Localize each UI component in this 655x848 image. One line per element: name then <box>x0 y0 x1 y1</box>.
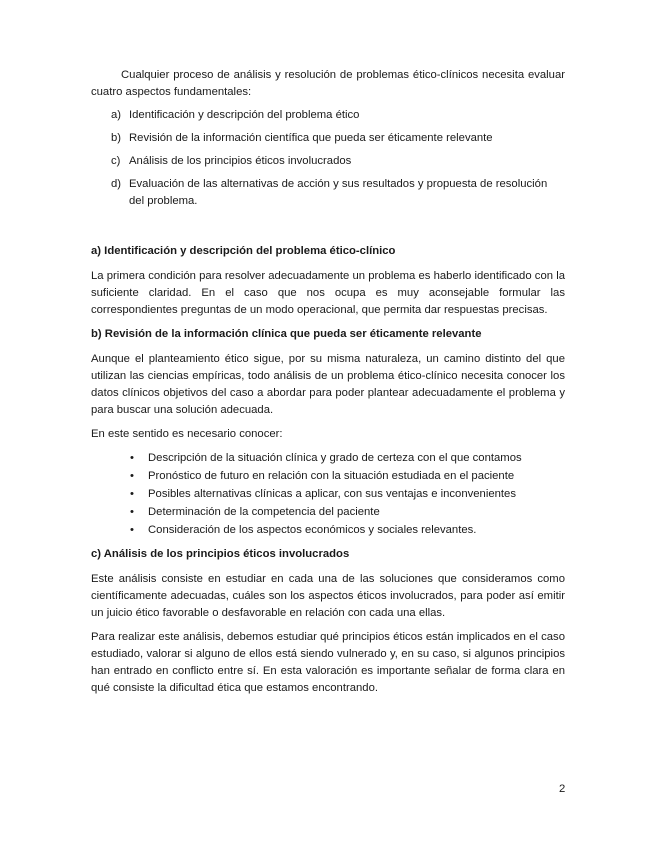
section-a-body: La primera condición para resolver adecuadamente un problema es haberlo identificado con la suficiente claridad. En el caso que nos ocupa es muy aconsejable formular las correspondientes preguntas de un modo operacional, que permita dar respuestas precisas. <box>91 270 565 316</box>
page-content <box>91 67 565 704</box>
list-item-text: Determinación de la competencia del paciente <box>148 506 380 518</box>
list-item <box>91 504 565 521</box>
list-item-text: Identificación y descripción del problema ético <box>129 109 360 121</box>
section-b-lead: En este sentido es necesario conocer: <box>91 428 283 440</box>
list-item-text: Revisión de la información científica que pueda ser éticamente relevante <box>129 132 493 144</box>
section-c-body-2: Para realizar este análisis, debemos estudiar qué principios éticos están implicados en el caso estudiado, valorar si alguno de ellos está siendo vulnerado y, en su caso, si algunos principios han entrado en conflicto entre sí. En esta valoración es importante señalar de forma clara en qué consiste la dificultad ética que estamos encontrando. <box>91 631 565 694</box>
bullet-icon: • <box>130 452 134 464</box>
list-item-text: Descripción de la situación clínica y grado de certeza con el que contamos <box>148 452 522 464</box>
section-c-heading: c) Análisis de los principios éticos involucrados <box>91 548 350 560</box>
bullet-icon: • <box>130 524 134 536</box>
list-marker: c) <box>111 155 121 167</box>
bullet-icon: • <box>130 488 134 500</box>
page-number: 2 <box>559 783 566 795</box>
steps-list <box>91 107 565 210</box>
list-marker: d) <box>111 178 122 190</box>
bullet-list <box>91 450 565 539</box>
list-item <box>91 486 565 503</box>
intro-paragraph: Cualquier proceso de análisis y resolución de problemas ético-clínicos necesita evaluar cuatro aspectos fundamentales: <box>91 69 565 98</box>
bullet-icon: • <box>130 506 134 518</box>
list-item <box>91 468 565 485</box>
list-item <box>91 153 565 170</box>
section-b-body: Aunque el planteamiento ético sigue, por su misma naturaleza, un camino distinto del que utilizan las ciencias empíricas, todo análisis de un problema ético-clínico necesita conocer los datos clínicos objetivos del caso a abordar para poder plantear adecuadamente el problema y para buscar una solución adecuada. <box>91 353 565 416</box>
list-item <box>91 130 565 147</box>
section-a-heading: a) Identificación y descripción del problema ético-clínico <box>91 245 396 257</box>
section-c-body-1: Este análisis consiste en estudiar en cada una de las soluciones que consideramos como científicamente adecuadas, cuáles son los aspectos éticos involucrados, para poder así emitir un juicio ético favorable o desfavorable en relación con cada una ellas. <box>91 573 565 619</box>
list-item-text: Posibles alternativas clínicas a aplicar, con sus ventajas e inconvenientes <box>148 488 516 500</box>
list-item <box>91 176 565 210</box>
list-item-text: Análisis de los principios éticos involucrados <box>129 155 352 167</box>
list-marker: a) <box>111 109 122 121</box>
list-item-text: Pronóstico de futuro en relación con la situación estudiada en el paciente <box>148 470 515 482</box>
list-item <box>91 450 565 467</box>
list-item-text: Consideración de los aspectos económicos y sociales relevantes. <box>148 524 477 536</box>
section-b-heading: b) Revisión de la información clínica que pueda ser éticamente relevante <box>91 328 482 340</box>
list-marker: b) <box>111 132 122 144</box>
bullet-icon: • <box>130 470 134 482</box>
list-item <box>91 107 565 124</box>
list-item <box>91 522 565 539</box>
list-item-text: Evaluación de las alternativas de acción y sus resultados y propuesta de resolución del problema. <box>129 178 548 207</box>
